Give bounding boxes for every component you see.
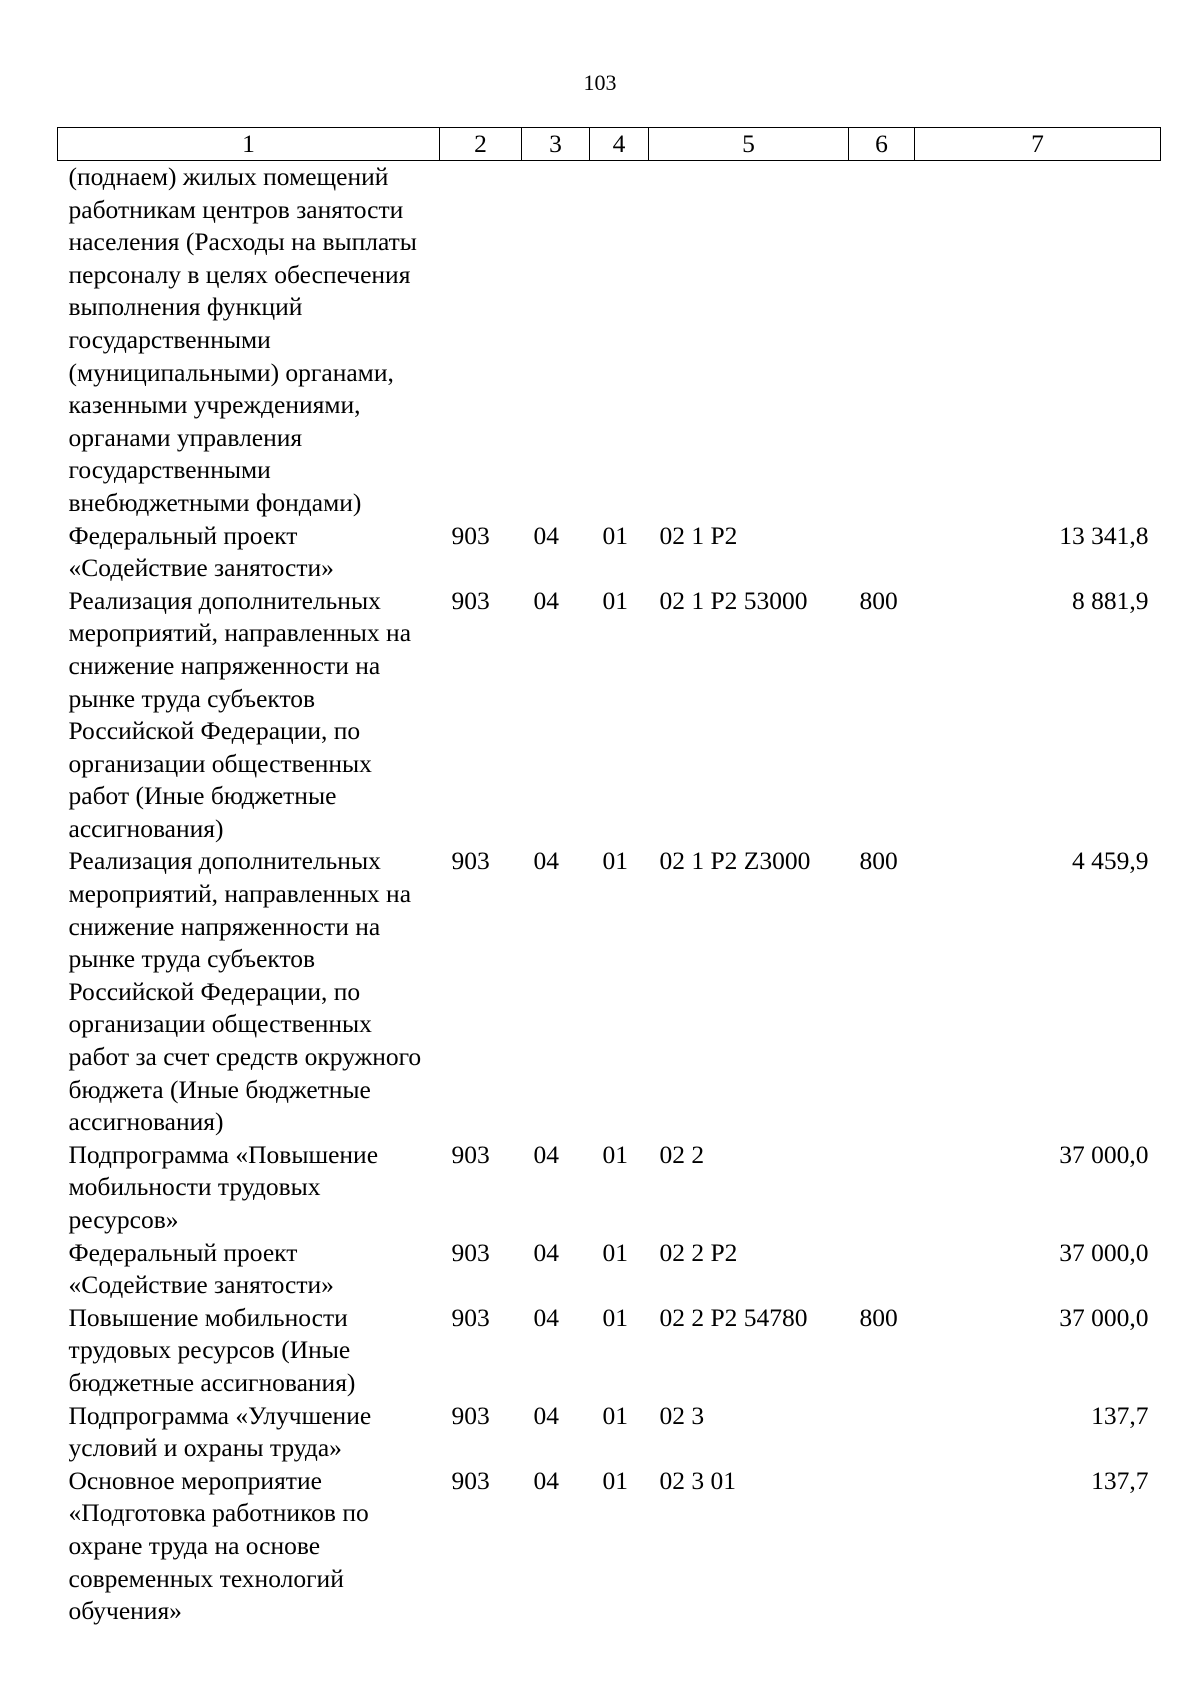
row-target-article: 02 1 Р2 <box>659 520 738 550</box>
row-subsection-code: 01 <box>602 1400 628 1430</box>
row-name: Федеральный проект «Содействие занятости» <box>68 520 334 583</box>
table-row <box>58 585 1161 846</box>
row-name: Федеральный проект «Содействие занятости» <box>68 1237 334 1300</box>
column-header-3: 3 <box>522 128 590 161</box>
table-row <box>58 1302 1161 1400</box>
row-amount: 37 000,0 <box>1059 1237 1149 1267</box>
row-expense-type <box>849 1465 915 1628</box>
row-name: Реализация дополнительных мероприятий, направленных на снижение напряженности на рынке труда субъектов Российской Федерации, по организации общественных работ (Иные бюджетные ассигнования) <box>68 585 412 843</box>
row-section-code: 04 <box>533 520 559 550</box>
column-header-6: 6 <box>849 128 915 161</box>
row-subsection-code: 01 <box>602 846 628 876</box>
row-ministry-code: 903 <box>451 1237 490 1267</box>
row-subsection-code <box>590 161 649 520</box>
row-name: Подпрограмма «Улучшение условий и охраны труда» <box>68 1400 372 1463</box>
row-target-article: 02 2 Р2 54780 <box>659 1302 808 1332</box>
row-section-code: 04 <box>533 846 559 876</box>
row-ministry-code: 903 <box>451 846 490 876</box>
table-row <box>58 845 1161 1138</box>
column-header-1: 1 <box>58 128 440 161</box>
row-amount: 37 000,0 <box>1059 1302 1149 1332</box>
row-target-article: 02 1 Р2 53000 <box>659 585 808 615</box>
row-amount: 37 000,0 <box>1059 1139 1149 1169</box>
table-row <box>58 520 1161 585</box>
table-row <box>58 1139 1161 1237</box>
row-expense-type <box>849 1237 915 1302</box>
row-ministry-code: 903 <box>451 585 490 615</box>
table-row <box>58 1400 1161 1465</box>
row-name: Подпрограмма «Повышение мобильности трудовых ресурсов» <box>68 1139 379 1234</box>
row-expense-type: 800 <box>859 846 898 876</box>
row-section-code <box>522 161 590 520</box>
row-ministry-code: 903 <box>451 1302 490 1332</box>
budget-table <box>57 127 1161 1628</box>
row-section-code: 04 <box>533 1465 559 1495</box>
row-amount: 137,7 <box>1091 1465 1149 1495</box>
row-ministry-code: 903 <box>451 1465 490 1495</box>
page-number: 103 <box>583 70 617 95</box>
row-amount: 13 341,8 <box>1059 520 1149 550</box>
table-row <box>58 1237 1161 1302</box>
row-name: Повышение мобильности трудовых ресурсов (Иные бюджетные ассигнования) <box>68 1302 356 1397</box>
row-target-article: 02 2 Р2 <box>659 1237 738 1267</box>
row-target-article: 02 3 01 <box>659 1465 736 1495</box>
column-header-2: 2 <box>440 128 522 161</box>
row-expense-type <box>849 1400 915 1465</box>
row-amount <box>915 161 1161 520</box>
row-amount: 8 881,9 <box>1072 585 1149 615</box>
row-expense-type <box>849 1139 915 1237</box>
row-ministry-code: 903 <box>451 1139 490 1169</box>
column-header-5: 5 <box>649 128 849 161</box>
row-subsection-code: 01 <box>602 1139 628 1169</box>
row-section-code: 04 <box>533 1237 559 1267</box>
column-header-7: 7 <box>915 128 1161 161</box>
row-expense-type: 800 <box>859 1302 898 1332</box>
row-subsection-code: 01 <box>602 1237 628 1267</box>
row-name: Реализация дополнительных мероприятий, направленных на снижение напряженности на рынке труда субъектов Российской Федерации, по организации общественных работ за счет средств окружного бюджета (Иные бюджетные ассигнования) <box>68 846 422 1137</box>
row-ministry-code: 903 <box>451 1400 490 1430</box>
row-subsection-code: 01 <box>602 585 628 615</box>
row-name: (поднаем) жилых помещений работникам центров занятости населения (Расходы на выплаты персоналу в целях обеспечения выполнения функций государственными (муниципальными) органами, казенными учреждениями, органами управления государственными внебюджетными фондами) <box>68 162 417 517</box>
row-ministry-code <box>440 161 522 520</box>
row-section-code: 04 <box>533 1139 559 1169</box>
row-section-code: 04 <box>533 1302 559 1332</box>
table-header-row <box>58 128 1161 161</box>
row-amount: 137,7 <box>1091 1400 1149 1430</box>
table-row <box>58 161 1161 520</box>
row-expense-type <box>849 520 915 585</box>
table-row <box>58 1465 1161 1628</box>
row-name: Основное мероприятие «Подготовка работников по охране труда на основе современных технологий обучения» <box>68 1465 369 1626</box>
row-subsection-code: 01 <box>602 1302 628 1332</box>
row-section-code: 04 <box>533 585 559 615</box>
row-subsection-code: 01 <box>602 520 628 550</box>
row-target-article: 02 1 Р2 Z3000 <box>659 846 811 876</box>
row-target-article <box>649 161 849 520</box>
row-expense-type: 800 <box>859 585 898 615</box>
row-section-code: 04 <box>533 1400 559 1430</box>
column-header-4: 4 <box>590 128 649 161</box>
row-amount: 4 459,9 <box>1072 846 1149 876</box>
row-target-article: 02 3 <box>659 1400 705 1430</box>
row-expense-type <box>849 161 915 520</box>
row-target-article: 02 2 <box>659 1139 705 1169</box>
row-ministry-code: 903 <box>451 520 490 550</box>
row-subsection-code: 01 <box>602 1465 628 1495</box>
